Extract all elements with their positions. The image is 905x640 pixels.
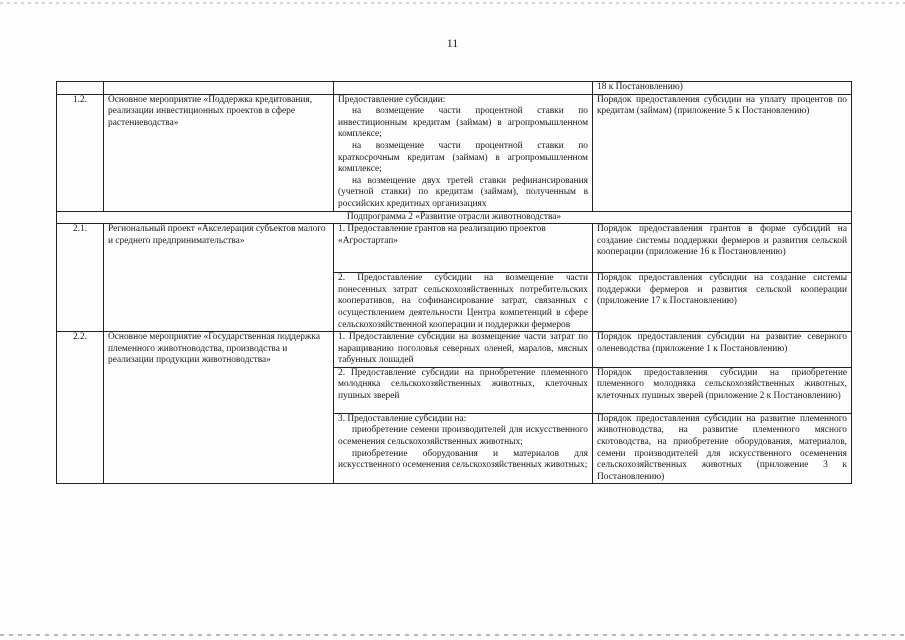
measure-cell [334, 413, 593, 484]
scan-top-edge [0, 2, 905, 4]
scan-bottom-edge [0, 634, 905, 636]
measure-title: 3. Предоставление субсидии на: [338, 413, 467, 424]
measure-cell: 1. Предоставление субсидии на возмещение части затрат по наращиванию поголовья северных оленей, маралов, мясных табунных лошадей [334, 332, 593, 368]
row-number: 2.1. [57, 224, 104, 332]
order-cell: Порядок предоставления субсидии на приобретение племенного молодняка сельскохозяйственных животных, клеточных пушных зверей (приложение 2 к Постановлению) [593, 367, 852, 413]
page-number: 11 [446, 36, 459, 50]
subprogram-row [57, 211, 852, 224]
measure-item: на возмещение части процентной ставки по инвестиционным кредитам (займам) в агропромышленном комплексе; [338, 106, 588, 140]
activity-name: Региональный проект «Акселерация субъектов малого и среднего предпринимательства» [104, 224, 334, 332]
program-table [56, 81, 852, 484]
row-number: 2.2. [57, 332, 104, 484]
measure-cell: 2. Предоставление субсидии на приобретение племенного молодняка сельскохозяйственных животных, клеточных пушных зверей [334, 367, 593, 413]
order-cell: Порядок предоставления субсидии на развитие северного оленеводства (приложение 1 к Постановлению) [593, 332, 852, 368]
table-row-2-1 [57, 224, 852, 273]
measure-item: на возмещение части процентной ставки по краткосрочным кредитам (займам) в агропромышленном комплексе; [338, 140, 588, 175]
measure-cell: 1. Предоставление грантов на реализацию проектов «Агростартап» [334, 224, 593, 273]
table-row-continuation [57, 82, 852, 95]
subprogram-title: Подпрограмма 2 «Развитие отрасли животноводства» [57, 211, 852, 224]
row-number: 1.2. [57, 94, 104, 211]
measure-item: приобретение семени производителей для искусственного осеменения сельскохозяйственных животных; [338, 425, 588, 448]
activity-name: Основное мероприятие «Государственная поддержка племенного животноводства, производства и реализации продукции животноводства» [104, 332, 334, 484]
table-row-2-2 [57, 332, 852, 368]
order-cell: Порядок предоставления грантов в форме субсидий на создание системы поддержки фермеров и развития сельской кооперации (приложение 16 к Постановлению) [593, 224, 852, 273]
measure-title: Предоставление субсидии: [338, 94, 446, 105]
measure-cell: 2. Предоставление субсидии на возмещение части понесенных затрат сельскохозяйственных потребительских кооперативов, на софинансирование затрат, связанных с осуществлением деятельности Центра компетенций в сфере сельскохозяйственной кооперации и поддержки фермеров [334, 273, 593, 332]
activity-name: Основное мероприятие «Поддержка кредитования, реализации инвестиционных проектов в сфере растениеводства» [104, 94, 334, 211]
order-cell: Порядок предоставления субсидии на развитие племенного животноводства, на развитие племенного мясного скотоводства, на приобретение оборудования, материалов, семени производителей для искусственного осеменения сельскохозяйственных животных (приложение 3 к Постановлению) [593, 413, 852, 484]
measure-cell [334, 94, 593, 211]
measure-item: приобретение оборудования и материалов для искусственного осеменения сельскохозяйственных животных; [338, 448, 588, 471]
order-cell: 18 к Постановлению) [593, 82, 852, 95]
order-cell: Порядок предоставления субсидии на уплату процентов по кредитам (займам) (приложение 5 к Постановлению) [593, 94, 852, 211]
order-cell: Порядок предоставления субсидии на создание системы поддержки фермеров и развития сельской кооперации (приложение 17 к Постановлению) [593, 273, 852, 332]
table-row-1-2 [57, 94, 852, 211]
measure-item: на возмещение двух третей ставки рефинансирования (учетной ставки) по кредитам (займам), полученным в российских кредитных организациях [338, 175, 588, 209]
